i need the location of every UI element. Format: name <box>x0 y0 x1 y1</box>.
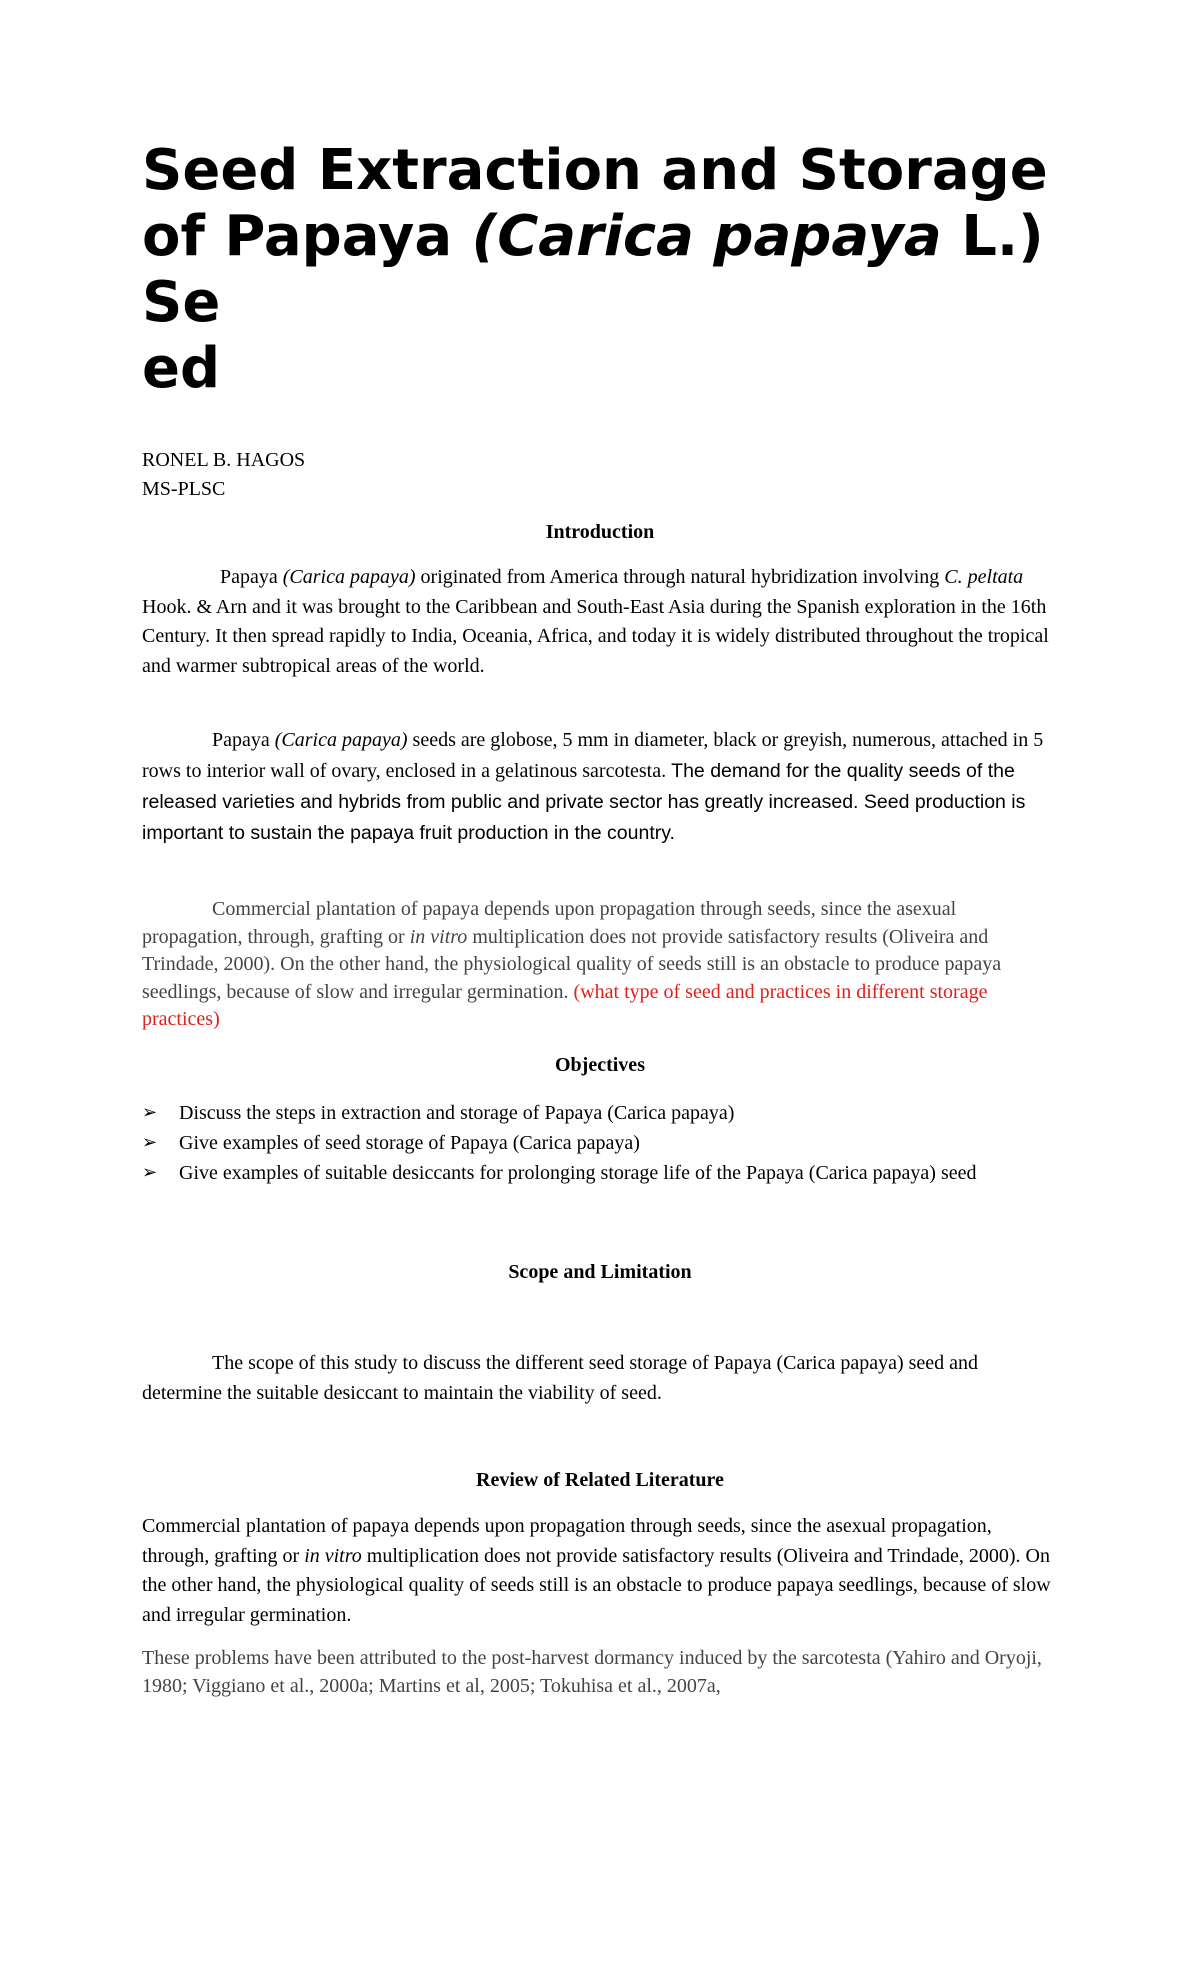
review-p1-text-c: multiplication does not provide satisfactory results (Oliveira and Trindade, 2000). On the other hand, the physiological quality of seeds still is an obstacle to produce papaya seedlings, because of slow and irregular germination. <box>142 1544 1051 1626</box>
intro-p1-italic-species: (Carica papaya) <box>282 566 416 588</box>
objective-text: Give examples of seed storage of Papaya (Carica papaya) <box>179 1132 640 1154</box>
introduction-paragraph-1 <box>142 563 1058 681</box>
intro-p2-demand-text: The demand for the quality seeds of the released varieties and hybrids from public and private sector has greatly increased. Seed production is important to sustain the papaya fruit production in the country. <box>142 759 1026 844</box>
intro-p1-text-c: originated from America through natural hybridization involving <box>415 566 945 588</box>
arrowhead-bullet-icon: ➢ <box>142 1162 158 1183</box>
review-paragraph-2: These problems have been attributed to the post-harvest dormancy induced by the sarcotesta (Yahiro and Oryoji, 1980; Viggiano et al., 2000a; Martins et al, 2005; Tokuhisa et al., 2007a, <box>142 1647 1042 1697</box>
intro-p1-italic-peltata: C. peltata <box>944 566 1024 588</box>
objective-text: Discuss the steps in extraction and storage of Papaya (Carica papaya) <box>179 1102 735 1124</box>
intro-p1-text-e: Hook. & Arn and it was brought to the Caribbean and South-East Asia during the Spanish exploration in the 16th Century. It then spread rapidly to India, Oceania, Africa, and today it is widely distributed throughout the tropical and warmer subtropical areas of the world. <box>142 595 1049 677</box>
document-title <box>142 138 1082 402</box>
scope-heading: Scope and Limitation <box>508 1261 692 1283</box>
arrowhead-bullet-icon: ➢ <box>142 1132 158 1153</box>
objective-item <box>142 1158 1058 1188</box>
title-species-italic: (Carica papaya <box>471 204 942 269</box>
objectives-list <box>142 1098 1058 1188</box>
author-name: RONEL B. HAGOS <box>142 449 306 471</box>
title-fragment-se: Se <box>142 270 221 335</box>
intro-p3-text-a: Commercial plantation of papaya depends upon propagation through seeds, since the asexual propagation, through, grafting or <box>142 898 957 948</box>
objective-item <box>142 1098 1058 1128</box>
introduction-heading: Introduction <box>545 521 655 543</box>
review-heading: Review of Related Literature <box>476 1469 724 1491</box>
objectives-heading: Objectives <box>555 1054 645 1076</box>
intro-p3-red-note: (what type of seed and practices in different storage practices) <box>142 980 988 1030</box>
title-fragment-ed: ed <box>142 336 221 401</box>
intro-p2-text-c: seeds are globose, 5 mm in diameter, black or greyish, numerous, attached in 5 rows to interior wall of ovary, enclosed in a gelatinous sarcotesta. <box>142 729 1044 782</box>
review-p1-text-a: Commercial plantation of papaya depends upon propagation through seeds, since the asexual propagation, through, grafting or <box>142 1515 992 1567</box>
intro-p3-text-c: multiplication does not provide satisfactory results (Oliveira and Trindade, 2000). On the other hand, the physiological quality of seeds still is an obstacle to produce papaya seedlings, because of slow and irregular germination. <box>142 925 1002 1003</box>
arrowhead-bullet-icon: ➢ <box>142 1102 158 1123</box>
intro-p3-italic-in-vitro: in vitro <box>409 925 468 948</box>
introduction-paragraph-3 <box>142 896 1058 1034</box>
review-paragraph-1 <box>142 1512 1058 1630</box>
objective-text: Give examples of suitable desiccants for prolonging storage life of the Papaya (Carica papaya) seed <box>179 1162 977 1184</box>
review-p1-italic-in-vitro: in vitro <box>304 1544 362 1567</box>
intro-p2-text-a: Papaya <box>212 729 275 751</box>
objective-item <box>142 1128 1058 1158</box>
author-program: MS-PLSC <box>142 478 226 500</box>
author-block <box>142 446 305 504</box>
intro-p1-text-a: Papaya <box>220 566 283 588</box>
intro-p2-italic-species: (Carica papaya) <box>274 729 408 751</box>
scope-paragraph: The scope of this study to discuss the different seed storage of Papaya (Carica papaya) seed and determine the suitable desiccant to maintain the viability of seed. <box>142 1352 979 1404</box>
title-authority: L.) <box>941 204 1044 269</box>
introduction-paragraph-2 <box>142 726 1058 849</box>
title-text: Seed Extraction and Storage of Papaya <box>142 138 1048 269</box>
